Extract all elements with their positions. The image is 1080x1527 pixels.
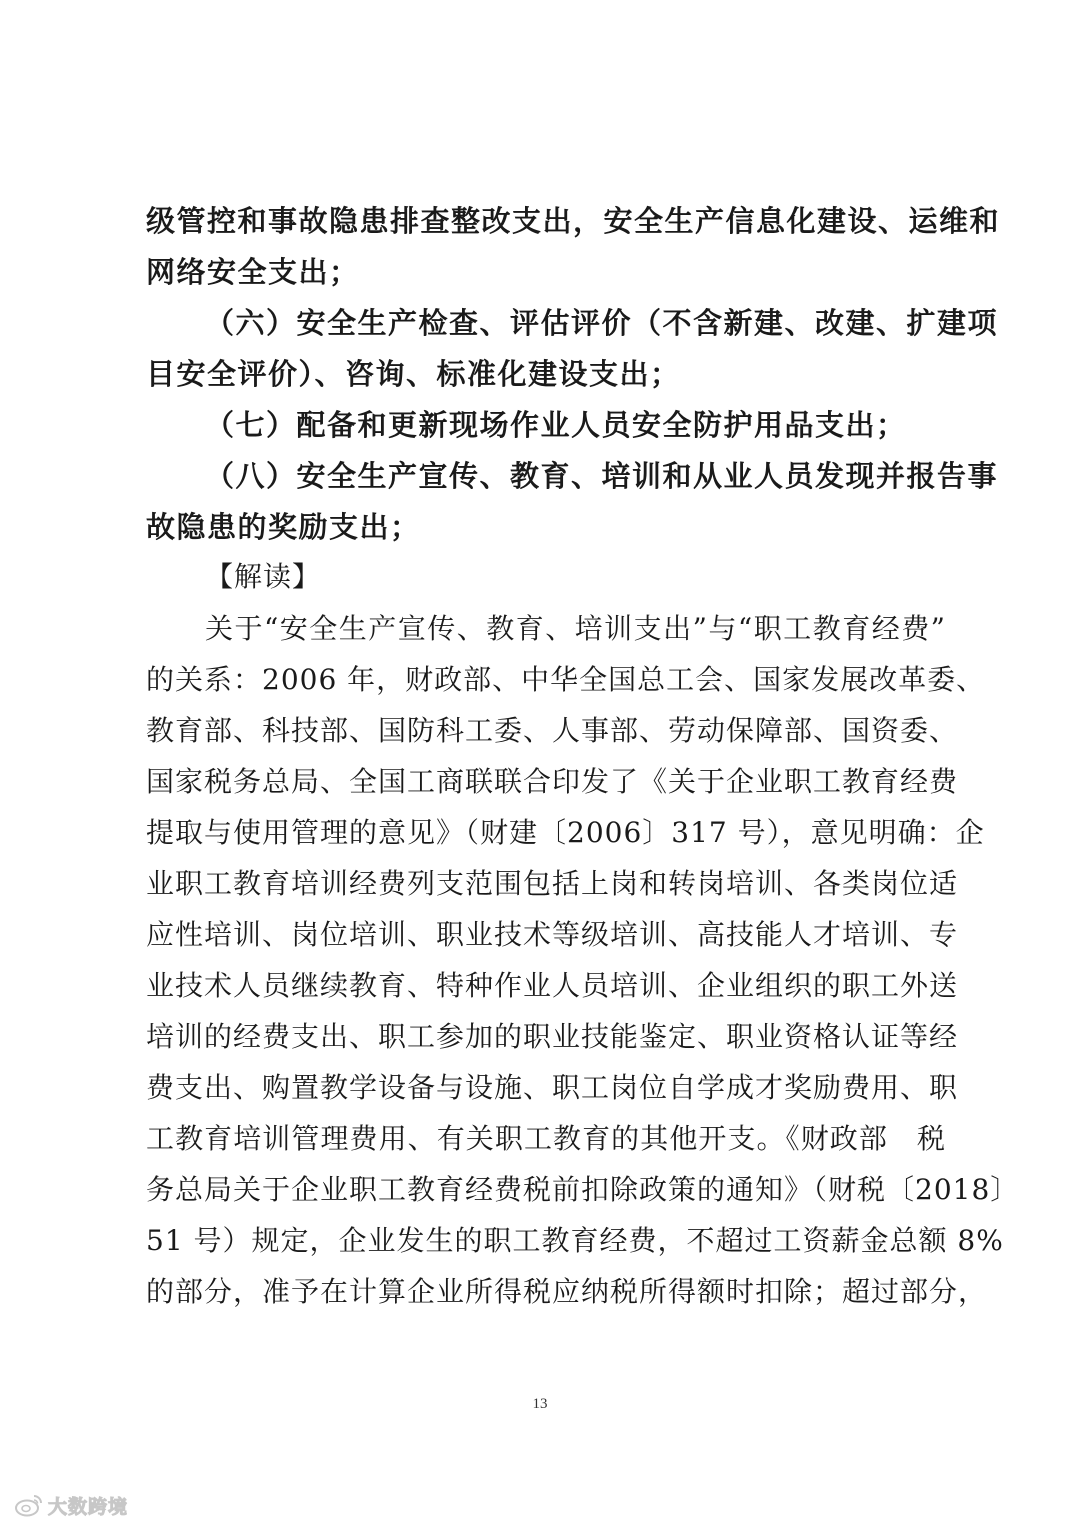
clause-six-continuation: 目安全评价）、咨询、标准化建设支出； <box>146 357 681 391</box>
body-line: 费支出、购置教学设备与设施、职工岗位自学成才奖励费用、职 <box>146 1071 959 1104</box>
body-line: 培训的经费支出、职工参加的职业技能鉴定、职业资格认证等经 <box>146 1020 959 1053</box>
body-line: 教育部、科技部、国防科工委、人事部、劳动保障部、国资委、 <box>146 714 959 747</box>
clause-line: 级管控和事故隐患排查整改支出，安全生产信息化建设、运维和 <box>146 204 1001 238</box>
clause-six-line: （六）安全生产检查、评估评价（不含新建、改建、扩建项 <box>205 306 999 340</box>
body-line: 业技术人员继续教育、特种作业人员培训、企业组织的职工外送 <box>146 969 959 1002</box>
body-line: 业职工教育培训经费列支范围包括上岗和转岗培训、各类岗位适 <box>146 867 959 900</box>
body-line: 工教育培训管理费用、有关职工教育的其他开支。《财政部 税 <box>146 1122 946 1155</box>
body-line: 国家税务总局、全国工商联联合印发了《关于企业职工教育经费 <box>146 765 959 798</box>
weibo-logo-icon <box>14 1493 44 1517</box>
clause-eight-line: （八）安全生产宣传、教育、培训和从业人员发现并报告事 <box>205 459 999 493</box>
watermark <box>14 1492 128 1518</box>
body-line: 关于“安全生产宣传、教育、培训支出”与“职工教育经费” <box>205 612 946 645</box>
interpretation-heading: 【解读】 <box>205 560 322 593</box>
clause-seven-line: （七）配备和更新现场作业人员安全防护用品支出； <box>205 408 907 442</box>
clause-line: 网络安全支出； <box>146 255 360 289</box>
body-line: 提取与使用管理的意见》（财建〔2006〕317 号），意见明确：企 <box>146 816 985 849</box>
body-line: 务总局关于企业职工教育经费税前扣除政策的通知》（财税〔2018〕 <box>146 1173 1020 1206</box>
body-line: 的部分，准予在计算企业所得税应纳税所得额时扣除；超过部分， <box>146 1275 988 1308</box>
body-line: 应性培训、岗位培训、职业技术等级培训、高技能人才培训、专 <box>146 918 959 951</box>
watermark-text: 大数跨境 <box>48 1495 129 1518</box>
body-line: 的关系：2006 年，财政部、中华全国总工会、国家发展改革委、 <box>146 663 986 696</box>
clause-eight-continuation: 故隐患的奖励支出； <box>146 510 421 544</box>
page-number: 13 <box>532 1396 548 1412</box>
body-line: 51 号）规定，企业发生的职工教育经费，不超过工资薪金总额 8% <box>146 1224 1004 1257</box>
